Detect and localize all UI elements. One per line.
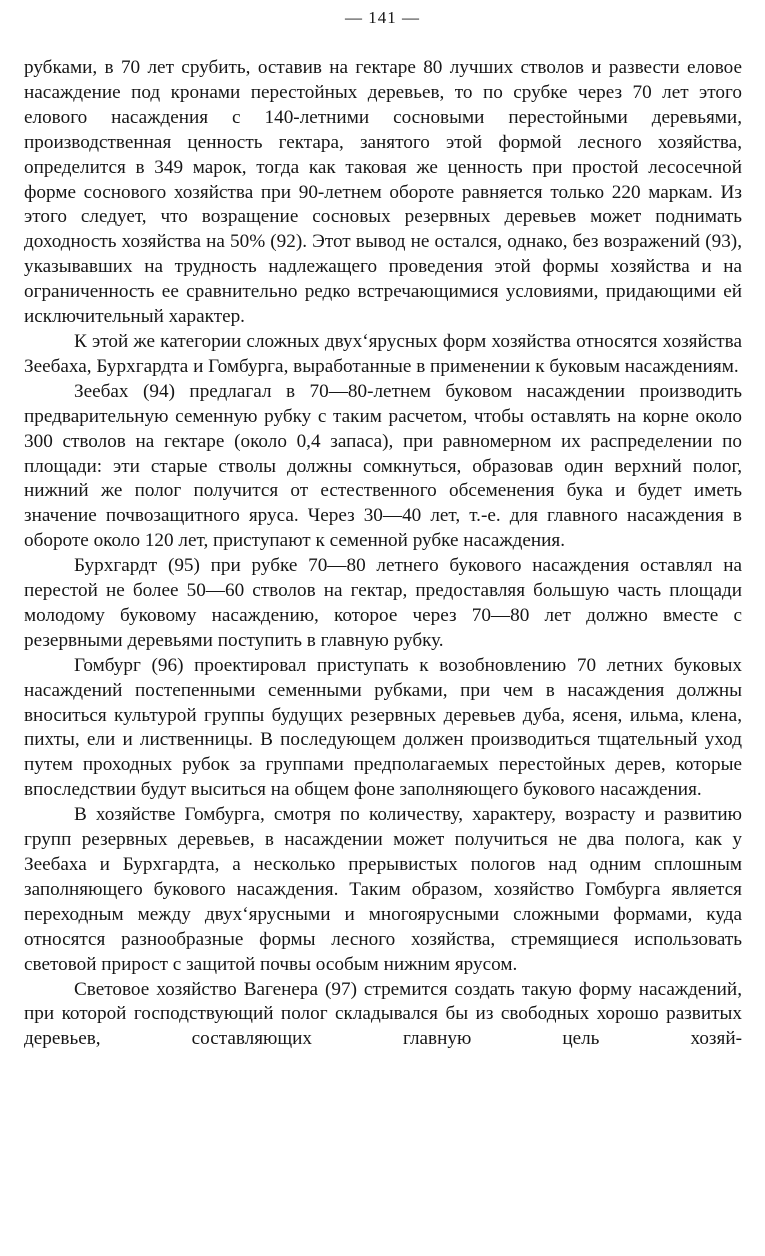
paragraph: рубками, в 70 лет срубить, оставив на гектаре 80 лучших стволов и развести еловое насаждение под кронами перестойных деревьев, то по срубке через 70 лет этого елового насаждения с 140-летними сосновыми перестойными деревьями, производственная ценность гектара, занятого этой формой лесного хозяйства, определится в 349 марок, тогда как таковая же ценность при простой лесосечной форме соснового хозяйства при 90-летнем обороте равняется только 220 маркам. Из этого следует, что возращение сосновых резервных деревьев может поднимать доходность хозяйства на 50% (92). Этот вывод не остался, однако, без возражений (93), указывавших на трудность надлежащего проведения этой формы хозяйства и на ограниченность ее сравнительно редко встречающимися условиями, придающими ей исключительный характер. — [24, 57, 742, 328]
paragraph: К этой же категории сложных двух‘ярусных форм хозяйства относятся хозяйства Зеебаха, Бурхгардта и Гомбурга, выработанные в применении к буковым насаждениям. — [24, 330, 742, 377]
paragraph: Бурхгардт (95) при рубке 70—80 летнего букового насаждения оставлял на перестой не более 50—60 стволов на гектар, предоставляя большую часть площади молодому буковому насаждению, которое через 70—80 лет должно вместе с резервными деревьями поступить в главную рубку. — [24, 555, 742, 651]
paragraph: Гомбург (96) проектировал приступать к возобновлению 70 летних буковых насаждений постепенными семенными рубками, при чем в насаждения должны вноситься культурой группы будущих резервных деревьев дуба, ясеня, ильма, клена, пихты, ели и лиственницы. В последующем должен производиться тщательный уход путем проходных рубок за группами предполагаемых перестойных дерев, которые впоследствии будут выситься на общем фоне заполняющего букового насаждения. — [24, 654, 742, 801]
body-text — [24, 56, 742, 1052]
paragraph: Световое хозяйство Вагенера (97) стремится создать такую форму насаждений, при которой господствующий полог складывался бы из свободных хорошо развитых деревьев, составляющих главную цель хозяй- — [24, 978, 742, 1050]
page-number: — 141 — — [345, 8, 420, 27]
paragraph: В хозяйстве Гомбурга, смотря по количеству, характеру, возрасту и развитию групп резервных деревьев, в насаждении может получиться не два полога, как у Зеебаха и Бурхгардта, а несколько прерывистых пологов над одним сплошным заполняющего букового насаждения. Таким образом, хозяйство Гомбурга является переходным между двух‘ярусными и многоярусными сложными формами, куда относятся разнообразные формы лесного хозяйства, стремящиеся использовать световой прирост с защитой почвы особым нижним ярусом. — [24, 804, 742, 975]
paragraph: Зеебах (94) предлагал в 70—80-летнем буковом насаждении производить предварительную семенную рубку с таким расчетом, чтобы оставлять на корне около 300 стволов на гектаре (около 0,4 запаса), при равномерном их распределении по площади: эти старые стволы должны сомкнуться, образовав один верхний полог, нижний же полог получится от естественного обсеменения бука и будет иметь значение почвозащитного яруса. Через 30—40 лет, т.-е. для главного насаждения в обороте около 120 лет, приступают к семенной рубке насаждения. — [24, 380, 742, 552]
